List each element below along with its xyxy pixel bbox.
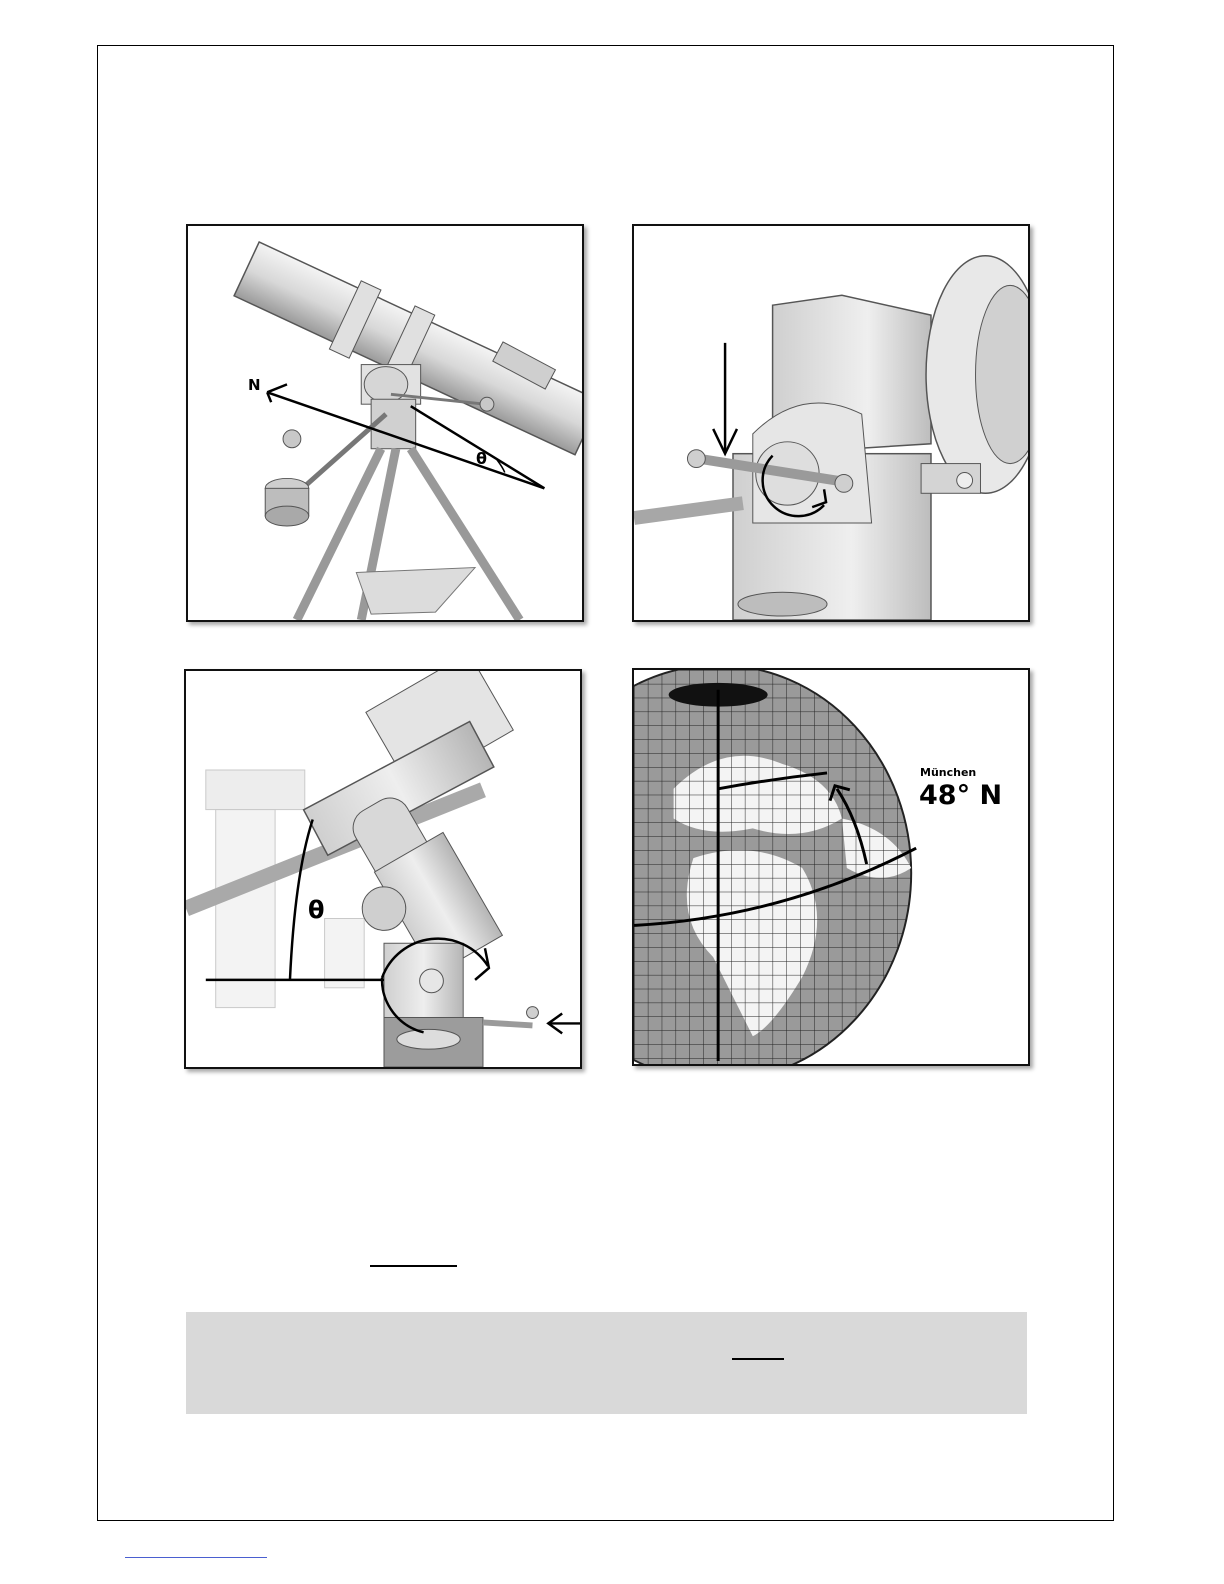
telescope-tripod-illustration [188, 226, 582, 620]
figure-latitude-lock-closeup [632, 224, 1030, 622]
footer-link-underline[interactable] [125, 1557, 267, 1558]
figure-polar-axis-angle [184, 669, 582, 1069]
mount-lever-illustration [634, 226, 1028, 620]
angle-theta-label: θ [476, 449, 487, 468]
city-label: München [920, 766, 977, 779]
figure-telescope-north-alignment [186, 224, 584, 622]
globe-illustration [634, 670, 1028, 1064]
note-box [186, 1312, 1027, 1414]
underline-rule [370, 1265, 457, 1267]
figure-globe-latitude [632, 668, 1030, 1066]
mount-angle-illustration [186, 671, 580, 1067]
north-label: N [248, 376, 261, 394]
latitude-label: 48° N [919, 780, 1003, 811]
angle-theta-label: θ [308, 896, 325, 924]
note-underline [732, 1358, 784, 1360]
